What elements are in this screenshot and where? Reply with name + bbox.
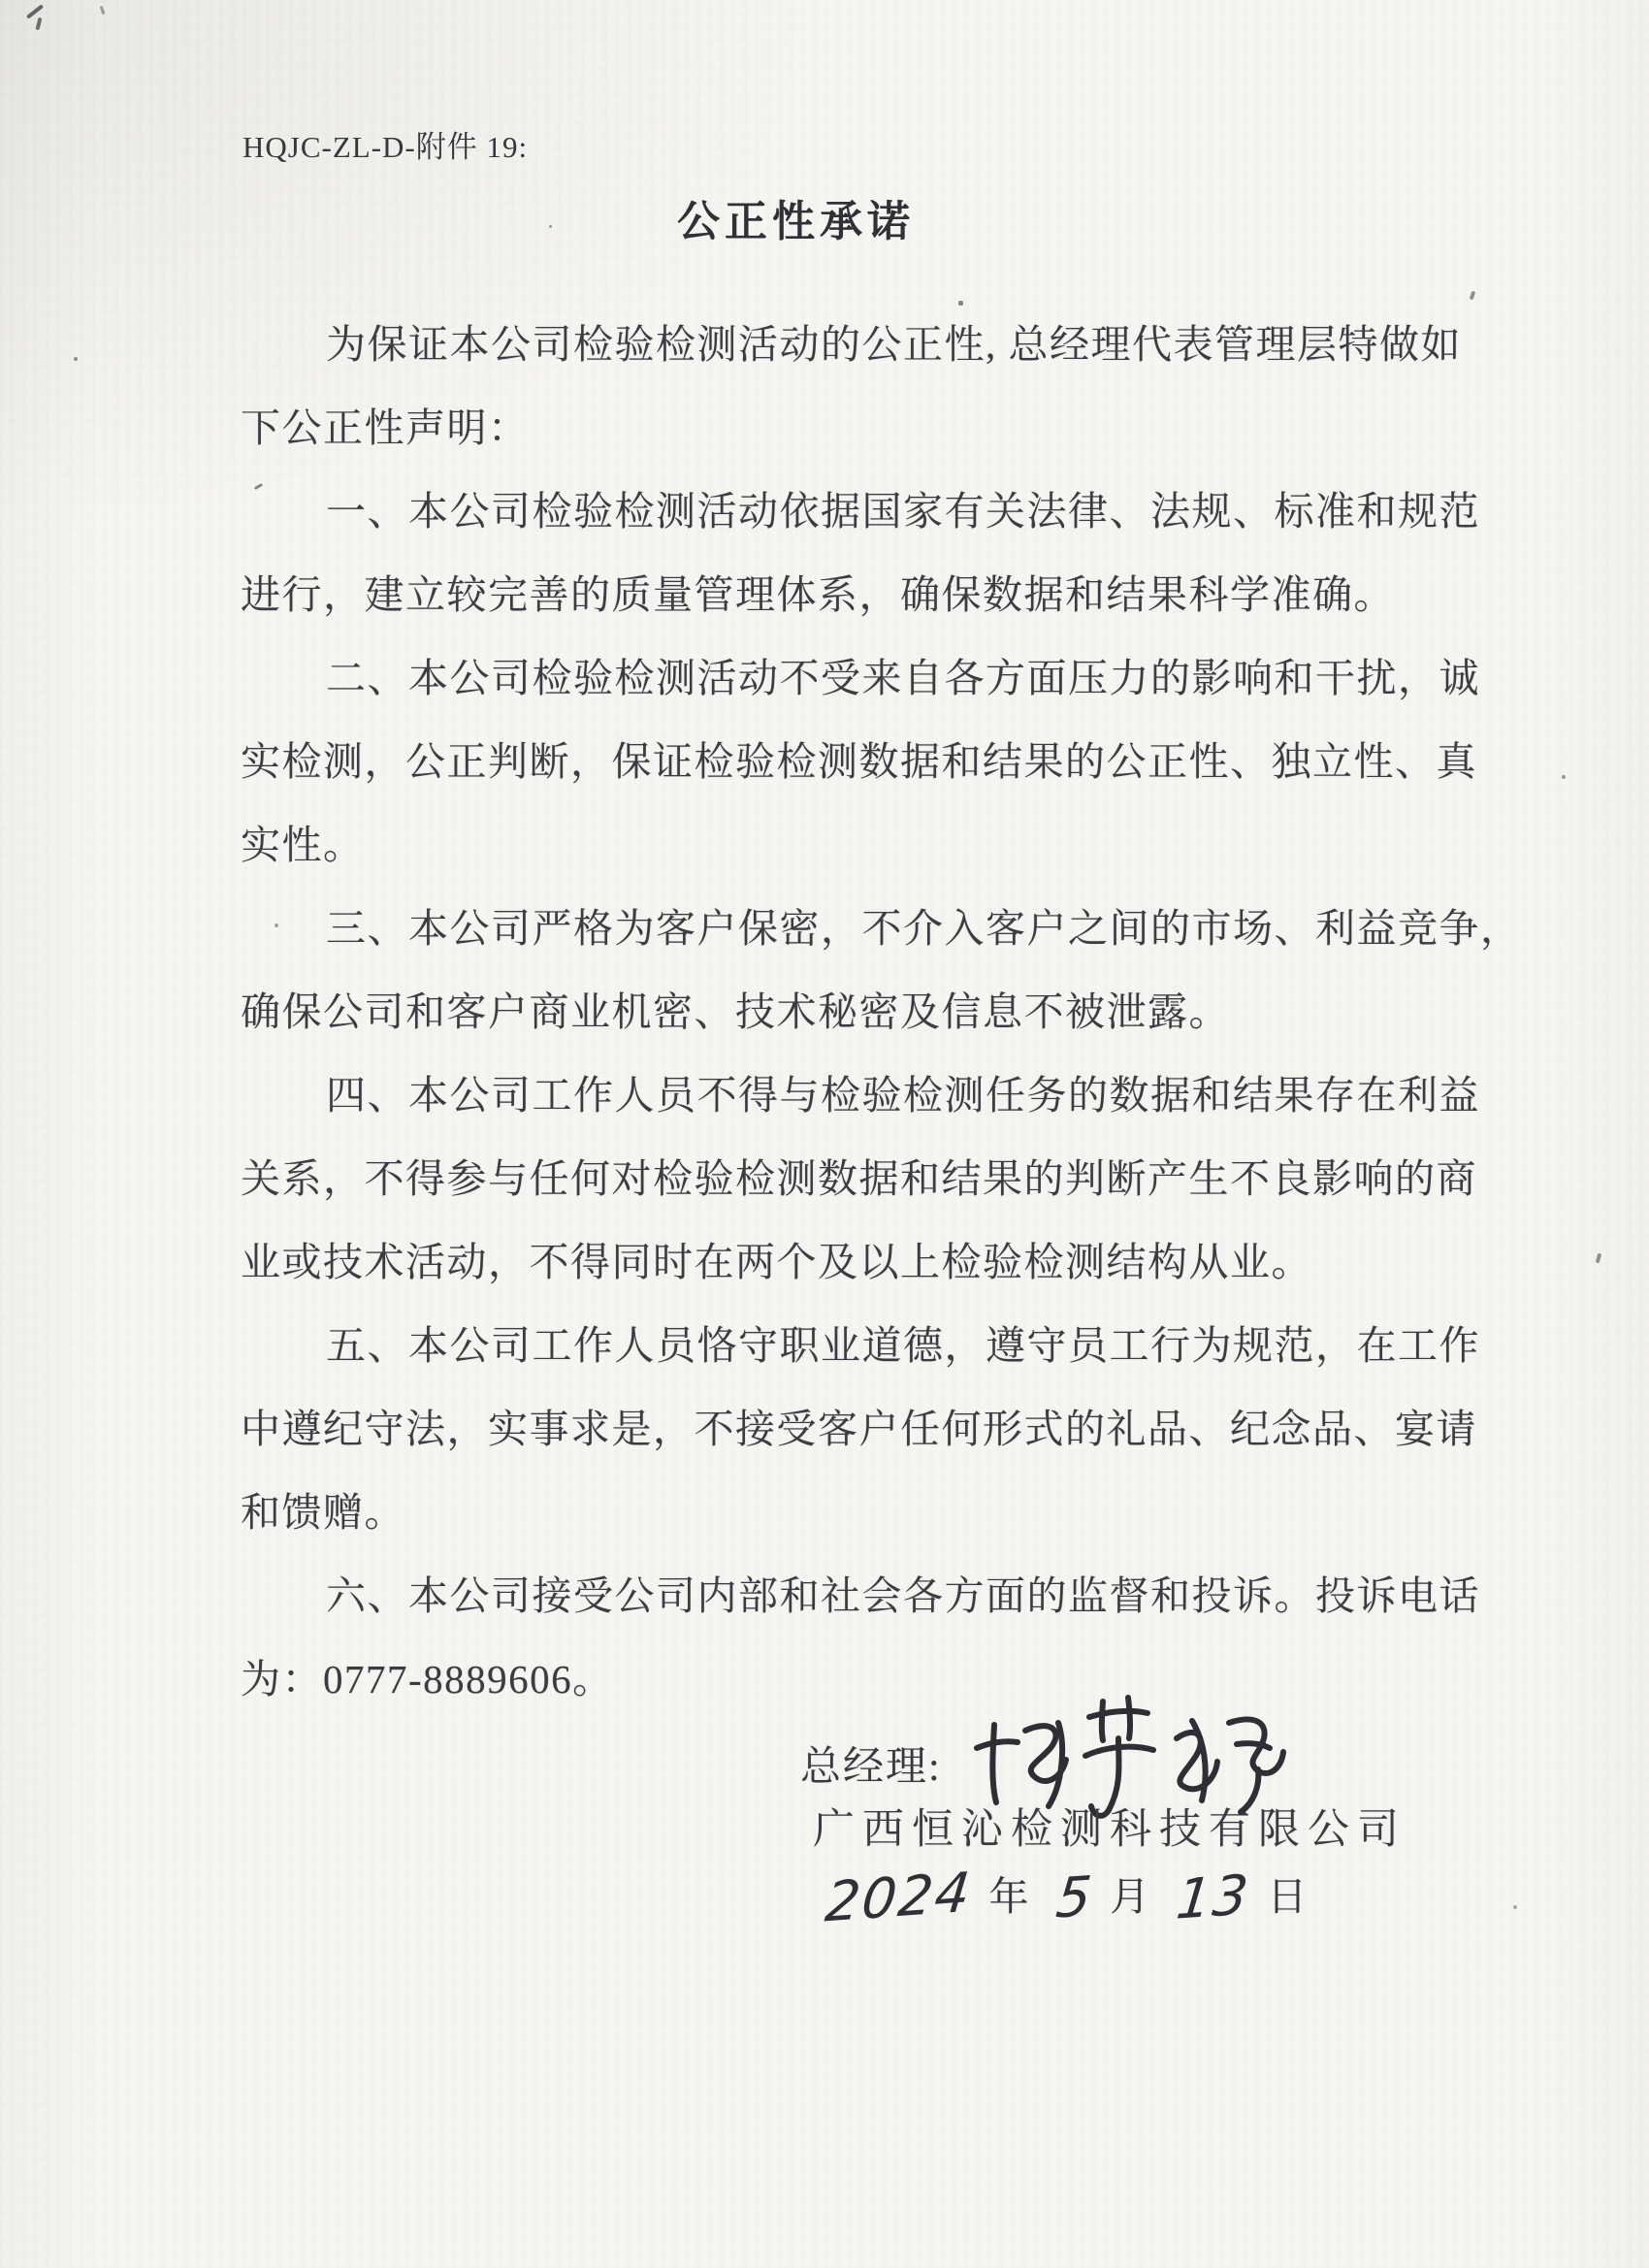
text-line: 进行，建立较完善的质量管理体系，确保数据和结果科学准确。 bbox=[241, 572, 1395, 617]
month-label: 月 bbox=[1110, 1874, 1152, 1919]
text-line: 四、本公司工作人员不得与检验检测任务的数据和结果存在利益 bbox=[326, 1073, 1480, 1118]
text-line: 实检测，公正判断，保证检验检测数据和结果的公正性、独立性、真 bbox=[241, 739, 1477, 784]
scan-speck bbox=[549, 225, 552, 228]
date-year-handwritten: 2024 bbox=[822, 1861, 975, 1935]
date-day-handwritten: 13 bbox=[1173, 1863, 1253, 1932]
scan-speck bbox=[1470, 291, 1476, 301]
date-month-handwritten: 5 bbox=[1052, 1864, 1096, 1931]
day-label: 日 bbox=[1267, 1874, 1310, 1919]
text-line: 确保公司和客户商业机密、技术秘密及信息不被泄露。 bbox=[241, 989, 1230, 1034]
text-line: 五、本公司工作人员恪守职业道德，遵守员工行为规范，在工作 bbox=[326, 1323, 1480, 1368]
text-line: 业或技术活动，不得同时在两个及以上检验检测结构从业。 bbox=[241, 1240, 1312, 1284]
document-body bbox=[241, 303, 1522, 1721]
scan-speck bbox=[1596, 1253, 1601, 1264]
scan-speck bbox=[35, 17, 42, 31]
text-line: 为保证本公司检验检测活动的公正性, 总经理代表管理层特做如 bbox=[326, 322, 1462, 367]
scan-speck bbox=[100, 6, 106, 15]
text-line: 实性。 bbox=[241, 823, 365, 867]
scan-speck bbox=[26, 4, 44, 18]
text-line: 为：0777-8889606。 bbox=[241, 1657, 614, 1701]
text-line: 下公正性声明： bbox=[241, 405, 530, 450]
company-name: 广西恒沁检测科技有限公司 bbox=[813, 1807, 1406, 1853]
text-line: 二、本公司检验检测活动不受来自各方面压力的影响和干扰，诚 bbox=[326, 656, 1480, 700]
scan-speck bbox=[1562, 775, 1566, 779]
scan-speck bbox=[275, 923, 278, 927]
year-label: 年 bbox=[988, 1874, 1031, 1919]
scan-speck bbox=[1513, 1905, 1517, 1909]
general-manager-label: 总经理: bbox=[800, 1745, 942, 1790]
signature-date bbox=[820, 1861, 1324, 1935]
scan-speck bbox=[958, 301, 963, 306]
text-line: 六、本公司接受公司内部和社会各方面的监督和投诉。投诉电话 bbox=[326, 1573, 1480, 1618]
text-line: 和馈赠。 bbox=[241, 1490, 405, 1535]
document-title: 公正性承诺 bbox=[677, 198, 915, 245]
text-line: 三、本公司严格为客户保密，不介入客户之间的市场、利益竞争， bbox=[326, 906, 1522, 951]
text-line: 关系，不得参与任何对检验检测数据和结果的判断产生不良影响的商 bbox=[241, 1156, 1477, 1201]
text-line: 中遵纪守法，实事求是，不接受客户任何形式的礼品、纪念品、宴请 bbox=[241, 1407, 1477, 1451]
document-code: HQJC-ZL-D-附件 19: bbox=[242, 130, 529, 164]
text-line: 一、本公司检验检测活动依据国家有关法律、法规、标准和规范 bbox=[326, 489, 1480, 534]
scan-speck bbox=[74, 357, 78, 361]
